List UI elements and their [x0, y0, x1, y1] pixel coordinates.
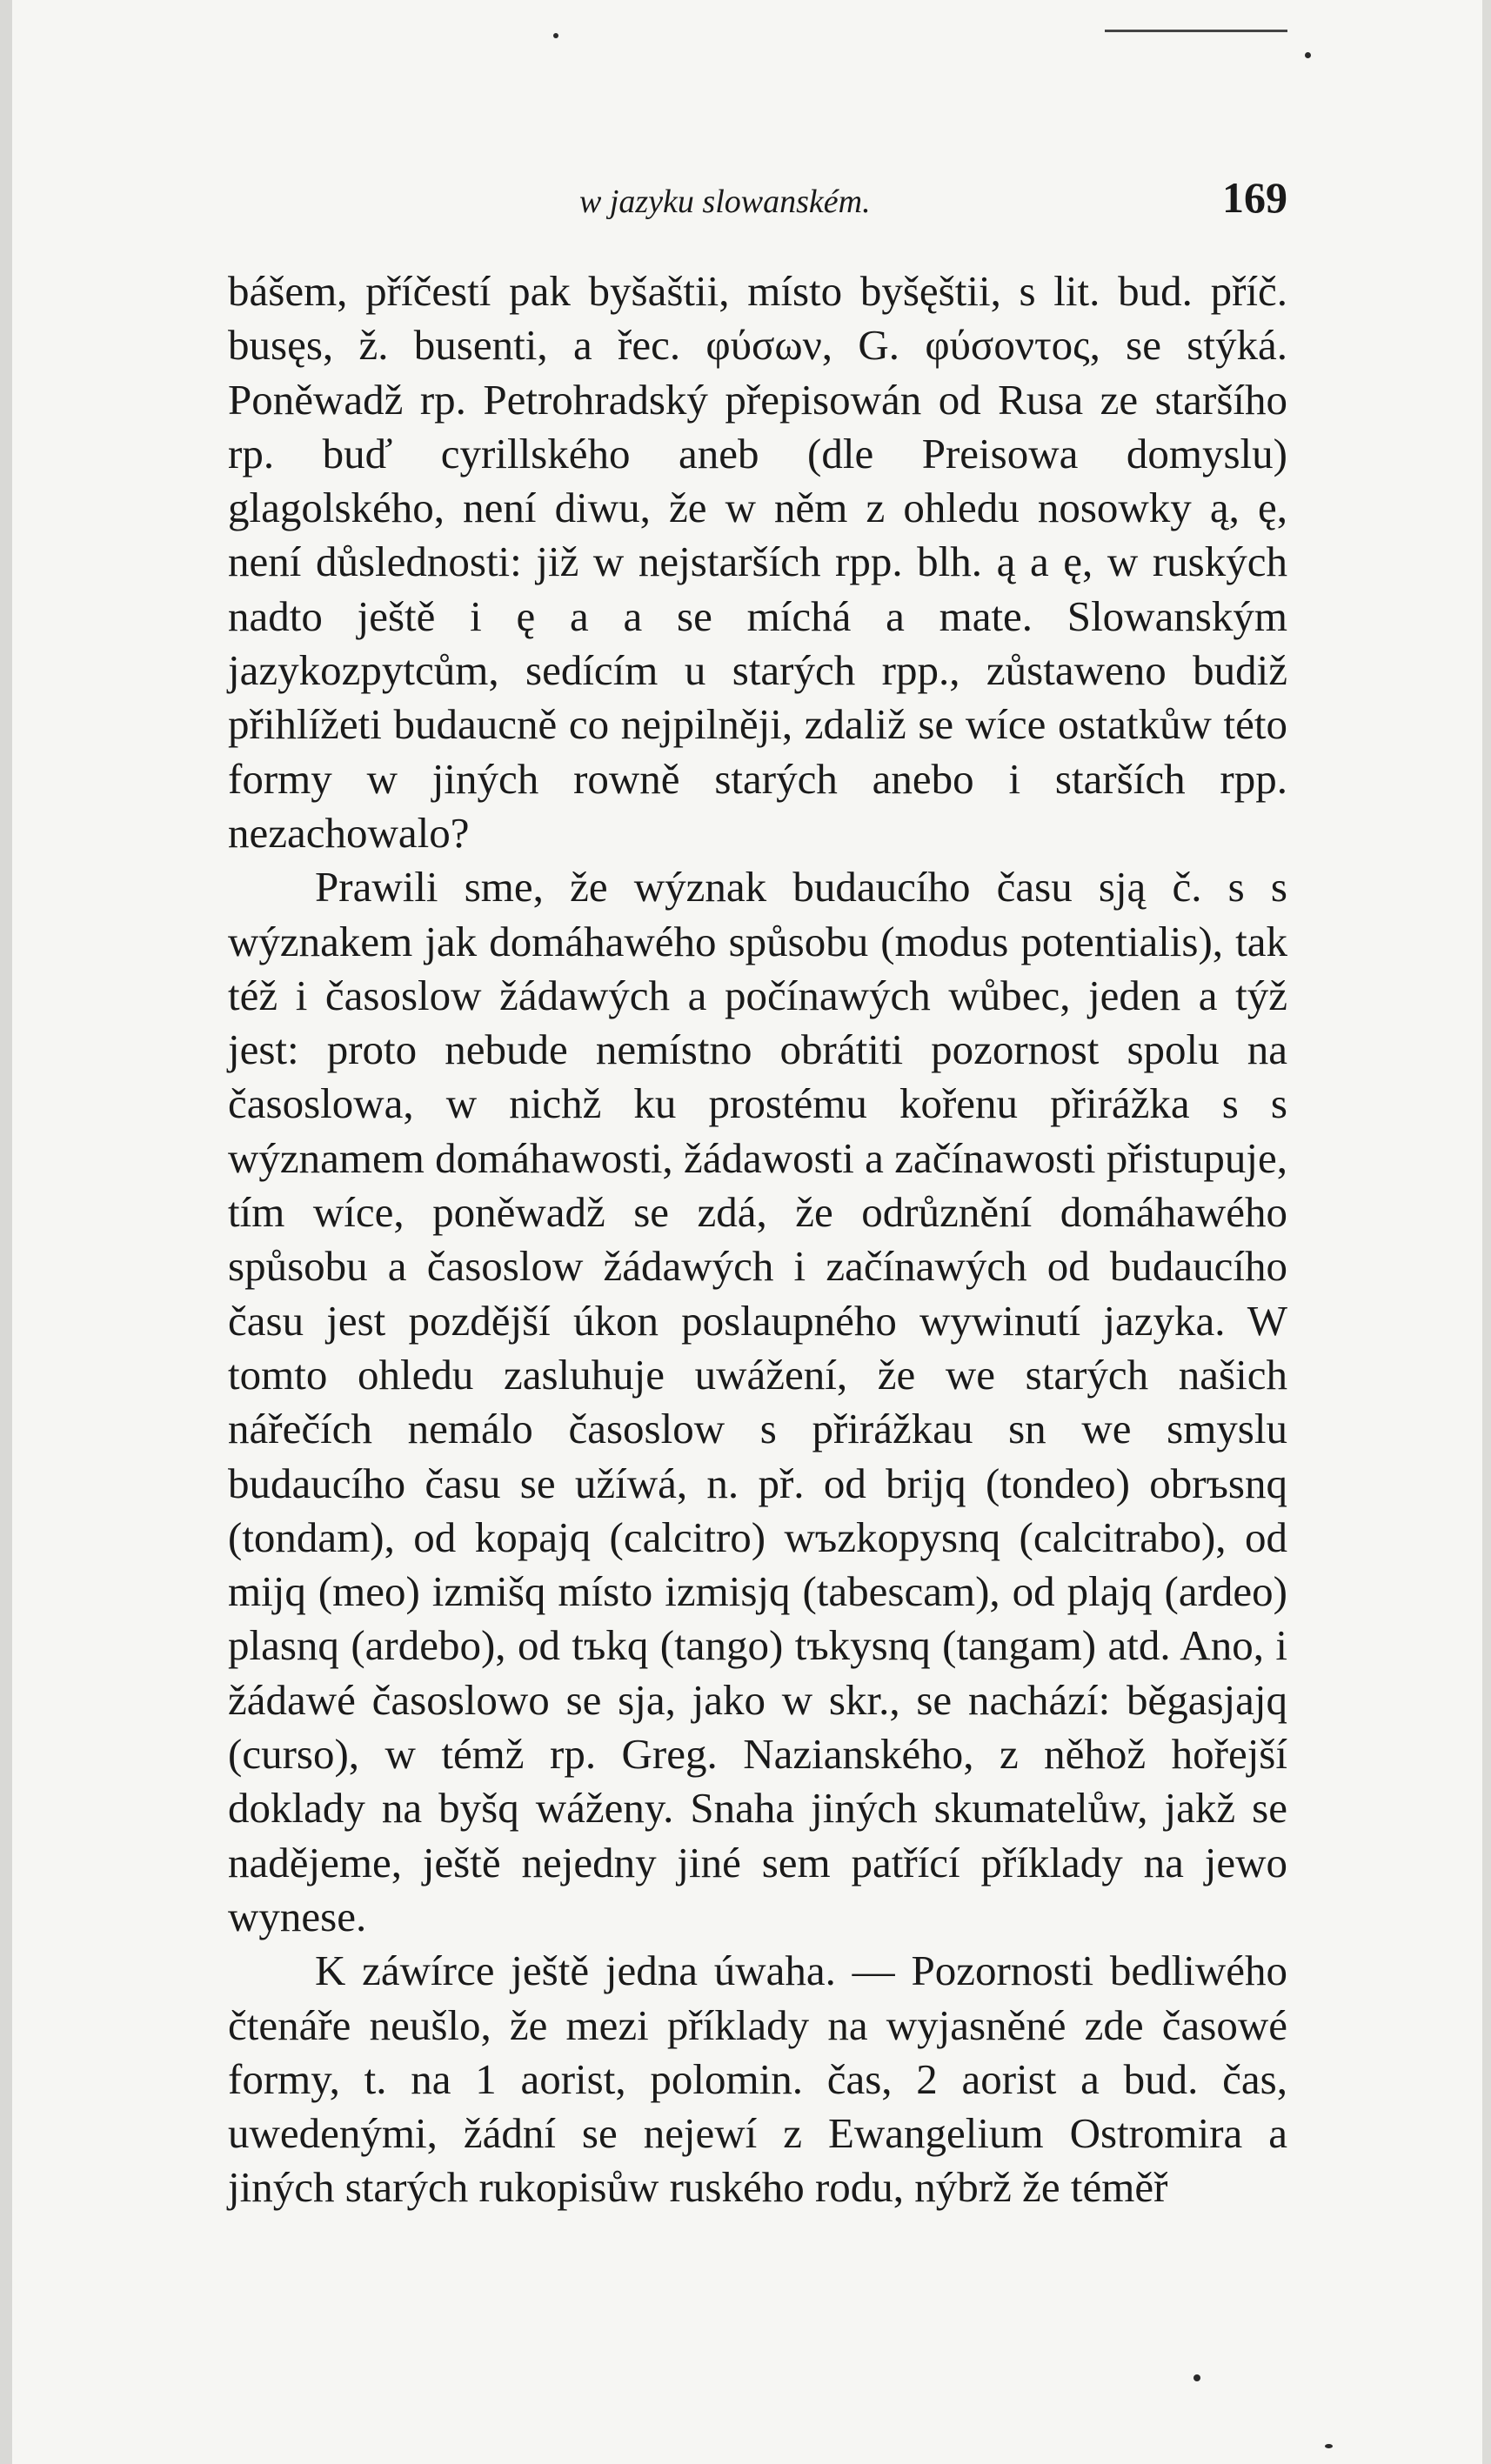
scan-speck: [1305, 52, 1311, 58]
page-number: 169: [1222, 173, 1287, 222]
scan-speck: [1325, 2444, 1333, 2448]
body-text: [228, 264, 1287, 2215]
book-page: [228, 170, 1287, 2215]
scan-speck: [553, 33, 558, 38]
paragraph-1: bášem, příčestí pak byšaštii, místo byšęštii, s lit. bud. příč. busęs, ž. busenti, a řec. φύσων, G. φύσοντος, se stýká. Poněwadž rp. Petrohradský přepisowán od Rusa ze staršího rp. buď cyrillského aneb (dle Preisowa domyslu) glagolského, není diwu, že w něm z ohledu nosowky ą, ę, není důslednosti: již w nejstarších rpp. blh. ą a ę, w ruských nadto ještě i ę a a se míchá a mate. Slowanským jazykozpytcům, sedícím u starých rpp., zůstaweno budiž přihlížeti budaucně co nejpilněji, zdaliž se wíce ostatkůw této formy w jiných rowně starých anebo i starších rpp. nezachowalo?: [228, 267, 1287, 857]
page-edge-right: [1482, 0, 1491, 2464]
scan-mark-top: [1105, 30, 1287, 32]
paragraph-3: K záwírce ještě jedna úwaha. — Pozornosti bedliwého čtenáře neušlo, že mezi příklady na wyjasněné zde časowé formy, t. na 1 aorist, polomin. čas, 2 aorist a bud. čas, uwedenými, žádní se nejewí z Ewangelium Ostromira a jiných starých rukopisůw ruského rodu, nýbrž že téměř: [228, 1946, 1287, 2212]
running-title: w jazyku slowanském.: [579, 184, 871, 220]
scan-speck: [1193, 2374, 1200, 2381]
page-edge-left: [0, 0, 12, 2464]
paragraph-2: Prawili sme, že wýznak budaucího času sją č. s s wýznakem jak domáhawého spůsobu (modus potentialis), tak též i časoslow žádawých a počínawých wůbec, jeden a týž jest: proto nebude nemístno obrátiti pozornost spolu na časoslowa, w nichž ku prostému kořenu přirážka s s wýznamem domáhawosti, žádawosti a začínawosti přistupuje, tím wíce, poněwadž se zdá, že odrůznění domáhawého spůsobu a časoslow žádawých i začínawých od budaucího času jest pozdější úkon poslaupného wywinutí jazyka. W tomto ohledu zasluhuje uwážení, že we starých našich nářečích nemálo časoslow s přirážkau sn we smyslu budaucího času se užíwá, n. př. od brijq (tondeo) obrъsnq (tondam), od kopajq (calcitro) wъzkopysnq (calcitrabo), od mijq (meo) izmišq místo izmisjq (tabescam), od plajq (ardeo) plasnq (ardebo), od tъkq (tango) tъkysnq (tangam) atd. Ano, i žádawé časoslowo se sja, jako w skr., se nachází: běgasjajq (curso), w témž rp. Greg. Nazianského, z něhož hořejší doklady na byšq wáženy. Snaha jiných skumatelůw, jakž se nadějeme, ještě nejedny jiné sem patřící příklady na jewo wynese.: [228, 863, 1287, 1940]
running-head: [228, 170, 1287, 240]
